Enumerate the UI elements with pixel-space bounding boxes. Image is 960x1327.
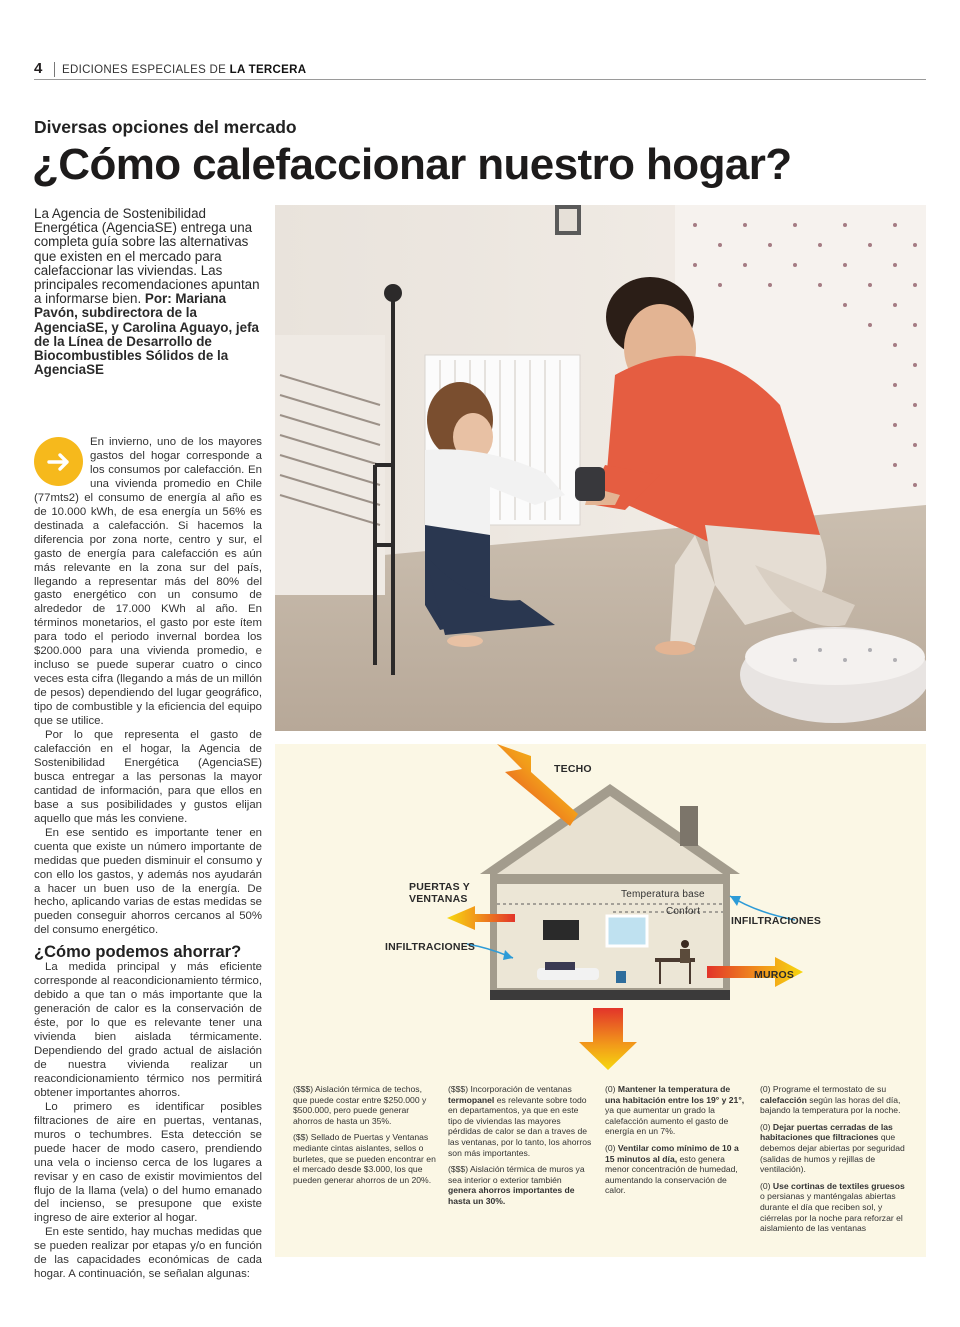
body-paragraph-2: Por lo que representa el gasto de calefacción en el hogar, la Agencia de Sostenibilidad Energética (AgenciaSE) busca entregar a las personas la mayor cantidad de información, para que ellos en base a sus posibilidades y gustos elijan aquello que más les conviene. bbox=[34, 729, 262, 825]
tip-item bbox=[760, 1122, 910, 1175]
piso-arrow bbox=[579, 1008, 637, 1070]
tip-item bbox=[448, 1084, 592, 1158]
label-infiltraciones-right: INFILTRACIONES bbox=[731, 915, 822, 927]
tip-text: que debemos dejar abiertas por seguridad (salidas de humos y rejillas de ventilación). bbox=[760, 1132, 905, 1175]
badge-spacer bbox=[34, 436, 90, 488]
subhead: ¿Cómo podemos ahorrar? bbox=[34, 943, 242, 962]
tip-text: según las horas del día, bajando la temperatura por la noche. bbox=[760, 1094, 901, 1116]
tip-cost-tag: (0) bbox=[760, 1084, 771, 1094]
label-temperatura-base: Temperatura base bbox=[621, 889, 705, 900]
infographic-heat-loss bbox=[275, 744, 926, 1257]
tips-column-1 bbox=[293, 1084, 437, 1191]
tip-text: esto genera menor concentración de humedad, aumentando la conservación de calor. bbox=[605, 1153, 738, 1196]
lead-text: La Agencia de Sostenibilidad Energética (AgenciaSE) entrega una completa guía sobre las alternativas que existen en el mercado para calefaccionar las viviendas. Las principales recomendaciones apuntan a informarse bien. bbox=[34, 206, 260, 307]
tip-item bbox=[605, 1143, 747, 1196]
brand-name: LA TERCERA bbox=[229, 64, 307, 76]
folio-divider bbox=[54, 62, 55, 77]
section-name bbox=[62, 64, 306, 76]
tip-item bbox=[293, 1084, 437, 1126]
tip-bold: genera ahorros importantes de hasta un 30%. bbox=[448, 1185, 575, 1206]
tip-item bbox=[760, 1084, 910, 1116]
body-paragraph-6: En este sentido, hay muchas medidas que se pueden realizar por etapas y/o en función de las capacidades económicas de cada hogar. A continuación, se señalan algunas: bbox=[34, 1226, 262, 1281]
headline: ¿Cómo calefaccionar nuestro hogar? bbox=[32, 140, 792, 189]
tip-cost-tag: ($$$) bbox=[448, 1084, 469, 1094]
body-paragraph-4: La medida principal y más eficiente corresponde al reacondicionamiento térmico, debido a que tan o más importante que la generación de calor es la conservación de éste, por lo que es relevante tener una vivienda bien aislada térmicamente. Dependiendo del grado actual de aislación de nuestra vivienda realizar un reacondicionamiento térmico nos permitirá obtener importantes ahorros. bbox=[34, 961, 262, 1099]
section-label: EDICIONES ESPECIALES DE bbox=[62, 64, 227, 76]
tips-column-2 bbox=[448, 1084, 592, 1213]
lead-paragraph bbox=[34, 207, 262, 377]
label-confort: Confort bbox=[666, 906, 701, 917]
tip-bold: calefacción bbox=[760, 1094, 807, 1105]
tip-cost-tag: (0) bbox=[605, 1084, 616, 1094]
page-folio bbox=[34, 62, 926, 80]
tip-cost-tag: (0) bbox=[605, 1142, 616, 1153]
byline: Por: Mariana Pavón, subdirectora de la AgenciaSE, y Carolina Aguayo, jefa de la Línea de Desarrollo de Biocombustibles Sólidos de la AgenciaSE bbox=[34, 291, 259, 378]
tip-item bbox=[605, 1084, 747, 1137]
tip-text: Aislación térmica de muros ya sea interior o exterior también bbox=[448, 1164, 585, 1185]
tip-bold: Ventilar como mínimo de 10 a 15 minutos al día, bbox=[605, 1142, 739, 1164]
body-paragraph-1: En invierno, uno de los mayores gastos del hogar corresponde a los consumos por calefacción. En una vivienda promedio en Chile (77mts2) el consumo de energía al año es de 10.000 kWh, de esa energía un 56% es destinada a calefacción. Si hacemos la diferencia por zona norte, centro y sur, el gasto de energía para calefacción es aún más relevante en la zona sur del país, llegando a representar más del 80% del gasto energético con un consumo de alrededor de 17.000 KWh al año. En términos monetarios, el gasto por este ítem para todo el periodo invernal bordea los $200.000 para una vivienda promedio, e incluso se puede superar cuatro o cinco veces esta cifra (llegando a más de un millón de pesos) dependiendo del lugar geográfico, tipo de combustible y la eficiencia del equipo que se utilice. bbox=[34, 436, 262, 728]
house-diagram bbox=[275, 744, 926, 1084]
tip-cost-tag: ($$$) bbox=[448, 1164, 469, 1175]
tip-text: Incorporación de ventanas bbox=[470, 1084, 572, 1094]
tip-text: Sellado de Puertas y Ventanas mediante cintas aislantes, sellos o burletes, que se pueden encontrar en el mercado desde $3.000, los que pueden generar ahorros de un 20%. bbox=[293, 1132, 436, 1185]
tip-cost-tag: (0) bbox=[760, 1180, 771, 1191]
tip-cost-tag: ($$$) bbox=[293, 1084, 314, 1094]
tip-bold: Mantener la temperatura de una habitación entre los 19° y 21°, bbox=[605, 1084, 745, 1105]
tip-item bbox=[760, 1181, 910, 1234]
article-body bbox=[34, 436, 262, 1282]
tip-text: es relevante sobre todo en departamentos, ya que en este tipo de viviendas las mayores pérdidas de calor se dan a traves de las ventanas, por lo tanto, los ahorros son más importantes. bbox=[448, 1094, 592, 1158]
tip-cost-tag: ($$) bbox=[293, 1132, 309, 1143]
tip-bold: Dejar puertas cerradas de las habitaciones que filtraciones bbox=[760, 1121, 893, 1143]
tip-text: Aislación térmica de techos, que puede costar entre $250.000 y $500.000, pero puede generar ahorros de hasta un 35%. bbox=[293, 1084, 427, 1126]
tip-item bbox=[448, 1164, 592, 1206]
tip-item bbox=[293, 1132, 437, 1185]
body-paragraph-5: Lo primero es identificar posibles filtraciones de aire en puertas, ventanas, muros o techumbres. Esta detección se puede hacer de modo casero, prendiendo una vela o incienso cerca de los lugares a revisar y en caso de existir movimientos del flujo de la llama (vela) o del humo emanado del incienso, se presupone que existe ingreso de aire exterior al hogar. bbox=[34, 1100, 262, 1225]
tip-text: o persianas y manténgalas abiertas durante el día que reciben sol, y ciérrelas por la noche para reforzar el aislamiento de las ventanas bbox=[760, 1191, 903, 1234]
body-paragraph-3: En ese sentido es importante tener en cuenta que existe un número importante de medidas que pueden disminuir el consumo y con ello los gastos, y además nos ayudarán a hacer un buen uso de la energía. De hecho, aplicando varias de estas medidas se pueden conseguir ahorros cercanos al 50% del consumo energético. bbox=[34, 826, 262, 937]
label-ventanas: VENTANAS bbox=[409, 893, 468, 905]
tip-cost-tag: (0) bbox=[760, 1121, 771, 1132]
tips-column-4 bbox=[760, 1084, 910, 1240]
photo-father-son-radiator bbox=[275, 205, 926, 731]
label-infiltraciones-left: INFILTRACIONES bbox=[385, 941, 476, 953]
label-muros: MUROS bbox=[754, 969, 795, 981]
label-techo: TECHO bbox=[554, 763, 592, 775]
techo-arrow bbox=[497, 744, 578, 826]
tip-text: Programe el termostato de su bbox=[772, 1084, 887, 1094]
label-puertas: PUERTAS Y bbox=[409, 881, 470, 893]
tip-bold: Use cortinas de textiles gruesos bbox=[772, 1180, 905, 1191]
kicker: Diversas opciones del mercado bbox=[34, 117, 297, 137]
tips-column-3 bbox=[605, 1084, 747, 1202]
tip-bold: termopanel bbox=[448, 1094, 495, 1105]
page-number: 4 bbox=[34, 60, 43, 77]
tip-text: ya que aumentar un grado la calefacción aumento el gasto de energía en un 7%. bbox=[605, 1105, 729, 1137]
